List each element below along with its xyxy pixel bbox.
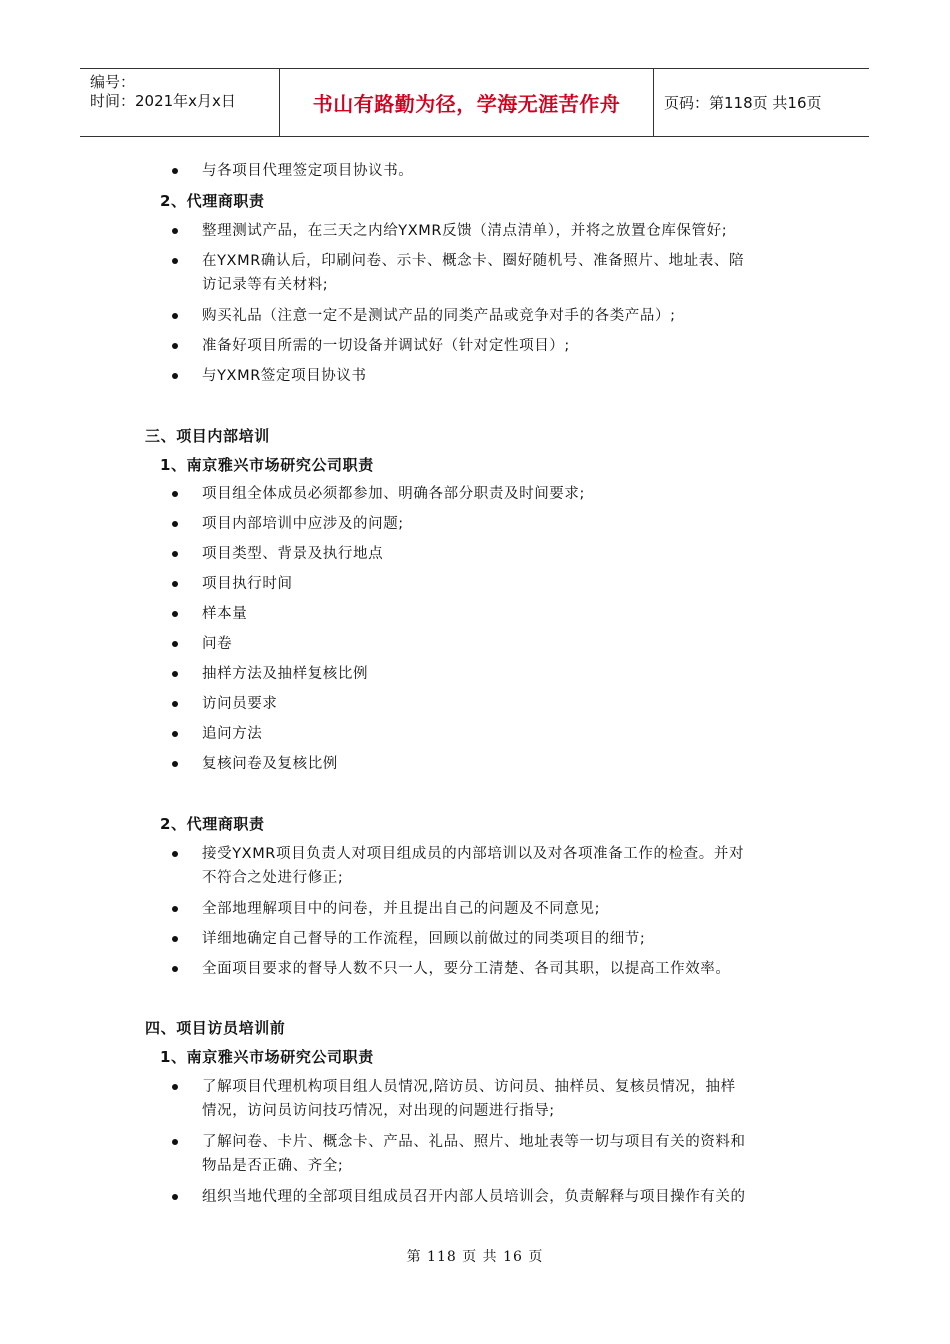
header-meta [80,69,280,136]
header-motto: 书山有路勤为径，学海无涯苦作舟 [280,69,654,136]
chapter-heading: 三、项目内部培训 [145,427,270,445]
section-heading: 2、代理商职责 [160,192,265,210]
bullet-icon [172,1084,178,1090]
bullet-icon [172,906,178,912]
list-item-continued: 不符合之处进行修正; [202,870,344,886]
list-item: 问卷 [202,636,233,652]
bullet-icon [172,641,178,647]
bullet-icon [172,761,178,767]
bullet-icon [172,313,178,319]
list-item: 访问员要求 [202,696,278,712]
bullet-icon [172,373,178,379]
bullet-icon [172,611,178,617]
bullet-icon [172,491,178,497]
list-item: 与YXMR签定项目协议书 [202,368,367,384]
bullet-icon [172,966,178,972]
section-heading: 2、代理商职责 [160,815,265,833]
list-item: 追问方法 [202,726,263,742]
bullet-icon [172,581,178,587]
list-item: 购买礼品（注意一定不是测试产品的同类产品或竞争对手的各类产品）; [202,308,676,324]
bullet-icon [172,168,178,174]
list-item: 详细地确定自己督导的工作流程，回顾以前做过的同类项目的细节; [202,931,646,947]
document-number: 编号： [90,73,136,91]
page-header [80,68,869,137]
bullet-icon [172,1194,178,1200]
list-item: 接受YXMR项目负责人对项目组成员的内部培训以及对各项准备工作的检查。并对 [202,846,745,862]
list-item: 组织当地代理的全部项目组成员召开内部人员培训会，负责解释与项目操作有关的 [202,1189,746,1205]
list-item: 整理测试产品，在三天之内给YXMR反馈（清点清单），并将之放置仓库保管好; [202,223,728,239]
bullet-icon [172,343,178,349]
list-item: 准备好项目所需的一切设备并调试好（针对定性项目）; [202,338,570,354]
bullet-icon [172,851,178,857]
page-footer: 第 118 页 共 16 页 [406,1249,544,1265]
list-item: 全面项目要求的督导人数不只一人，要分工清楚、各司其职，以提高工作效率。 [202,961,731,977]
list-item: 样本量 [202,606,248,622]
list-item: 项目类型、背景及执行地点 [202,546,384,562]
list-item: 项目组全体成员必须都参加、明确各部分职责及时间要求; [202,486,585,502]
bullet-icon [172,258,178,264]
list-item: 项目内部培训中应涉及的问题; [202,516,404,532]
list-item: 与各项目代理签定项目协议书。 [202,163,414,179]
bullet-icon [172,731,178,737]
list-item-continued: 情况，访问员访问技巧情况，对出现的问题进行指导; [202,1103,555,1119]
list-item: 了解项目代理机构项目组人员情况,陪访员、访问员、抽样员、复核员情况，抽样 [202,1079,736,1095]
list-item: 复核问卷及复核比例 [202,756,338,772]
bullet-icon [172,936,178,942]
bullet-icon [172,551,178,557]
header-page-number: 页码：第118页 共16页 [664,94,822,112]
list-item: 在YXMR确认后，印刷问卷、示卡、概念卡、圈好随机号、准备照片、地址表、陪 [202,253,745,269]
document-date: 时间：2021年x月x日 [90,92,236,110]
bullet-icon [172,521,178,527]
list-item: 全部地理解项目中的问卷，并且提出自己的问题及不同意见; [202,901,601,917]
bullet-icon [172,701,178,707]
chapter-heading: 四、项目访员培训前 [145,1019,286,1037]
list-item: 项目执行时间 [202,576,293,592]
bullet-icon [172,671,178,677]
list-item-continued: 物品是否正确、齐全; [202,1158,344,1174]
list-item-continued: 访记录等有关材料; [202,277,329,293]
bullet-icon [172,228,178,234]
section-heading: 1、南京雅兴市场研究公司职责 [160,456,374,474]
section-heading: 1、南京雅兴市场研究公司职责 [160,1048,374,1066]
list-item: 了解问卷、卡片、概念卡、产品、礼品、照片、地址表等一切与项目有关的资料和 [202,1134,746,1150]
bullet-icon [172,1139,178,1145]
list-item: 抽样方法及抽样复核比例 [202,666,369,682]
